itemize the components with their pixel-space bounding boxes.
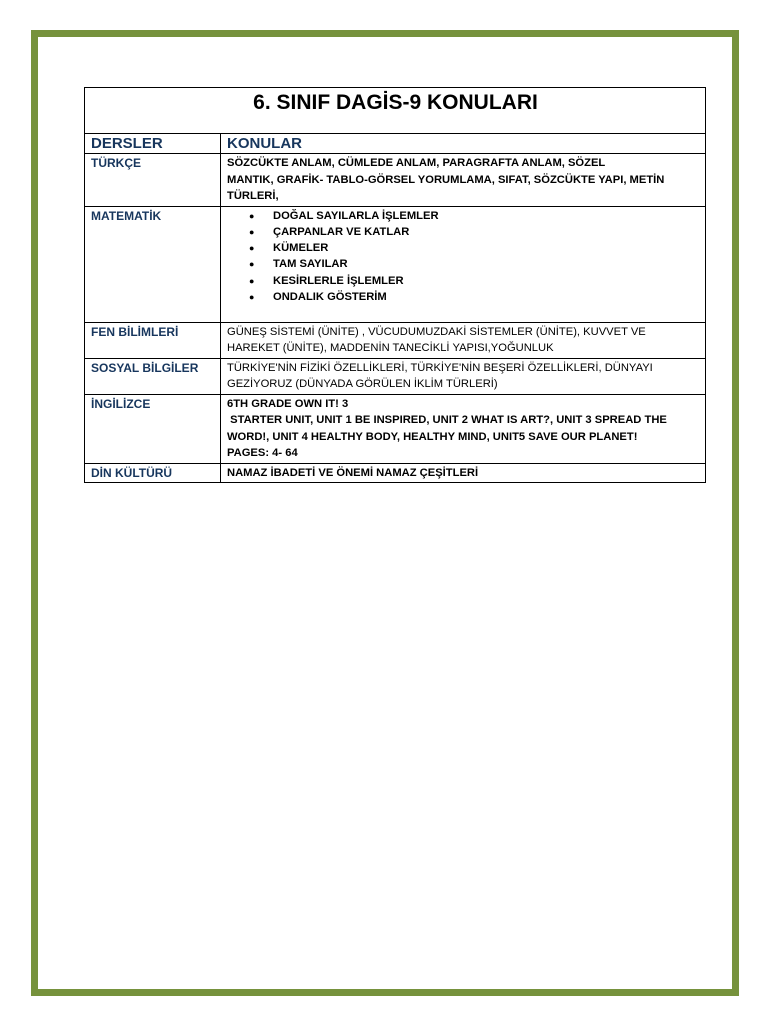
subject-ingilizce: İNGİLİZCE <box>85 394 221 463</box>
subject-fen: FEN BİLİMLERİ <box>85 322 221 358</box>
topic-line: 6TH GRADE OWN IT! 3 <box>227 397 349 410</box>
bullet-icon: ● <box>249 291 255 302</box>
subject-din: DİN KÜLTÜRÜ <box>85 463 221 483</box>
subject-sosyal: SOSYAL BİLGİLER <box>85 358 221 394</box>
list-item-label: ÇARPANLAR VE KATLAR <box>273 225 410 238</box>
list-item-label: KÜMELER <box>273 242 329 255</box>
list-item <box>249 273 700 289</box>
title-row <box>85 88 706 134</box>
page-title: 6. SINIF DAGİS-9 KONULARI <box>85 88 706 134</box>
table-row-ingilizce <box>85 394 706 463</box>
topics-turkce <box>221 154 706 207</box>
topic-line: HAREKET (ÜNİTE), MADDENİN TANECİKLİ YAPISI,YOĞUNLUK <box>227 342 554 354</box>
table-row-sosyal <box>85 358 706 394</box>
list-item <box>249 208 700 224</box>
math-topic-list <box>227 208 700 306</box>
topic-line: NAMAZ İBADETİ VE ÖNEMİ NAMAZ ÇEŞİTLERİ <box>227 466 479 479</box>
table-row-turkce <box>85 154 706 207</box>
header-topics: KONULAR <box>221 134 706 154</box>
list-item-label: DOĞAL SAYILARLA İŞLEMLER <box>273 209 439 222</box>
topic-line: GEZİYORUZ (DÜNYADA GÖRÜLEN İKLİM TÜRLERİ) <box>227 378 498 390</box>
topics-fen <box>221 322 706 358</box>
topic-line: TÜRKİYE'NİN FİZİKİ ÖZELLİKLERİ, TÜRKİYE'NİN BEŞERİ ÖZELLİKLERİ, DÜNYAYI <box>227 361 653 374</box>
topics-ingilizce <box>221 394 706 463</box>
topics-table <box>84 87 706 483</box>
header-subjects: DERSLER <box>85 134 221 154</box>
list-item <box>249 240 700 256</box>
topic-line: PAGES: 4- 64 <box>227 447 298 459</box>
bullet-icon: ● <box>249 275 255 286</box>
bullet-icon: ● <box>249 259 255 270</box>
table-row-fen <box>85 322 706 358</box>
topic-line: TÜRLERİ, <box>227 190 279 202</box>
list-item-label: TAM SAYILAR <box>273 258 348 271</box>
topic-line: MANTIK, GRAFİK- TABLO-GÖRSEL YORUMLAMA, SIFAT, SÖZCÜKTE YAPI, METİN <box>227 173 665 186</box>
list-item <box>249 224 700 240</box>
topics-din <box>221 463 706 483</box>
topics-matematik <box>221 206 706 322</box>
bullet-icon: ● <box>249 226 255 237</box>
list-item <box>249 256 700 272</box>
list-item-label: KESİRLERLE İŞLEMLER <box>273 274 404 287</box>
topic-line: SÖZCÜKTE ANLAM, CÜMLEDE ANLAM, PARAGRAFTA ANLAM, SÖZEL <box>227 157 606 169</box>
table-row-din <box>85 463 706 483</box>
bullet-icon: ● <box>249 243 255 254</box>
list-item <box>249 289 700 305</box>
topic-line: GÜNEŞ SİSTEMİ (ÜNİTE) , VÜCUDUMUZDAKİ SİSTEMLER (ÜNİTE), KUVVET VE <box>227 325 646 338</box>
subject-turkce: TÜRKÇE <box>85 154 221 207</box>
header-row <box>85 134 706 154</box>
topic-line: WORD!, UNIT 4 HEALTHY BODY, HEALTHY MIND, UNIT5 SAVE OUR PLANET! <box>227 430 638 443</box>
table-row-matematik <box>85 206 706 322</box>
topics-sosyal <box>221 358 706 394</box>
topic-line: STARTER UNIT, UNIT 1 BE INSPIRED, UNIT 2 WHAT IS ART?, UNIT 3 SPREAD THE <box>227 414 667 426</box>
subject-matematik: MATEMATİK <box>85 206 221 322</box>
list-item-label: ONDALIK GÖSTERİM <box>273 290 387 303</box>
bullet-icon: ● <box>249 210 255 221</box>
